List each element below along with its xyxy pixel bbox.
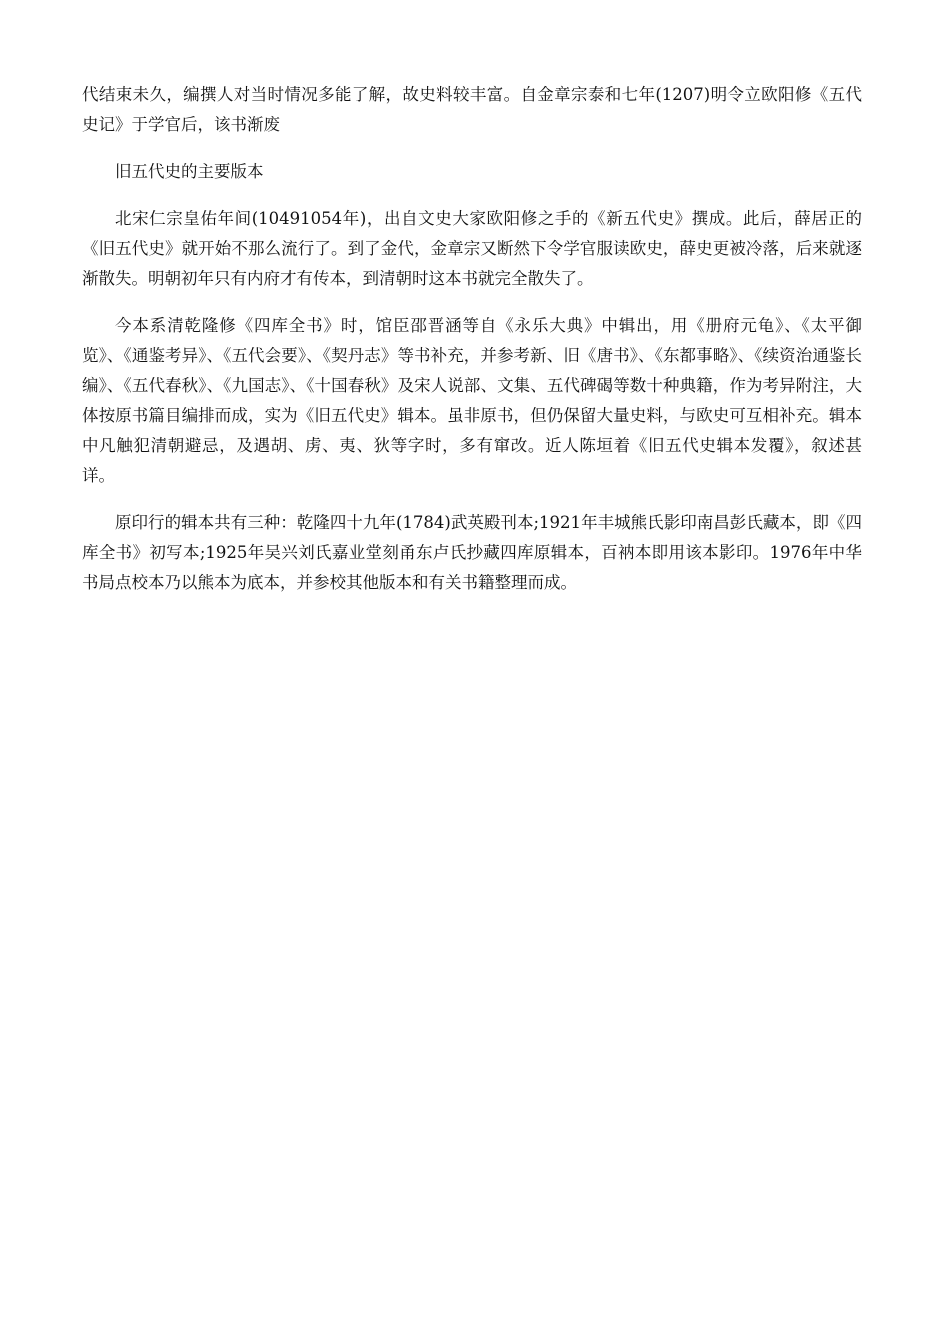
paragraph-4: 原印行的辑本共有三种：乾隆四十九年(1784)武英殿刊本;1921年丰城熊氏影印南昌彭氏藏本，即《四库全书》初写本;1925年吴兴刘氏嘉业堂刻甬东卢氏抄藏四库原辑本，百衲本即用该本影印。1976年中华书局点校本乃以熊本为底本，并参校其他版本和有关书籍整理而成。 xyxy=(82,513,862,592)
paragraph-2: 北宋仁宗皇佑年间(10491054年)，出自文史大家欧阳修之手的《新五代史》撰成。此后，薛居正的《旧五代史》就开始不那么流行了。到了金代，金章宗又断然下令学官服读欧史，薛史更被冷落，后来就逐渐散失。明朝初年只有内府才有传本，到清朝时这本书就完全散失了。 xyxy=(82,209,862,288)
paragraph-3: 今本系清乾隆修《四库全书》时，馆臣邵晋涵等自《永乐大典》中辑出，用《册府元龟》、《太平御览》、《通鉴考异》、《五代会要》、《契丹志》等书补充，并参考新、旧《唐书》、《东都事略》、《续资治通鉴长编》、《五代春秋》、《九国志》、《十国春秋》及宋人说部、文集、五代碑碣等数十种典籍，作为考异附注，大体按原书篇目编排而成，实为《旧五代史》辑本。虽非原书，但仍保留大量史料，与欧史可互相补充。辑本中凡触犯清朝避忌，及遇胡、虏、夷、狄等字时，多有窜改。近人陈垣着《旧五代史辑本发覆》，叙述甚详。 xyxy=(82,316,862,485)
paragraph-1: 代结束未久，编撰人对当时情况多能了解，故史料较丰富。自金章宗泰和七年(1207)明令立欧阳修《五代史记》于学官后，该书渐废 xyxy=(82,85,862,134)
document-page xyxy=(82,80,862,615)
section-heading: 旧五代史的主要版本 xyxy=(115,162,264,181)
